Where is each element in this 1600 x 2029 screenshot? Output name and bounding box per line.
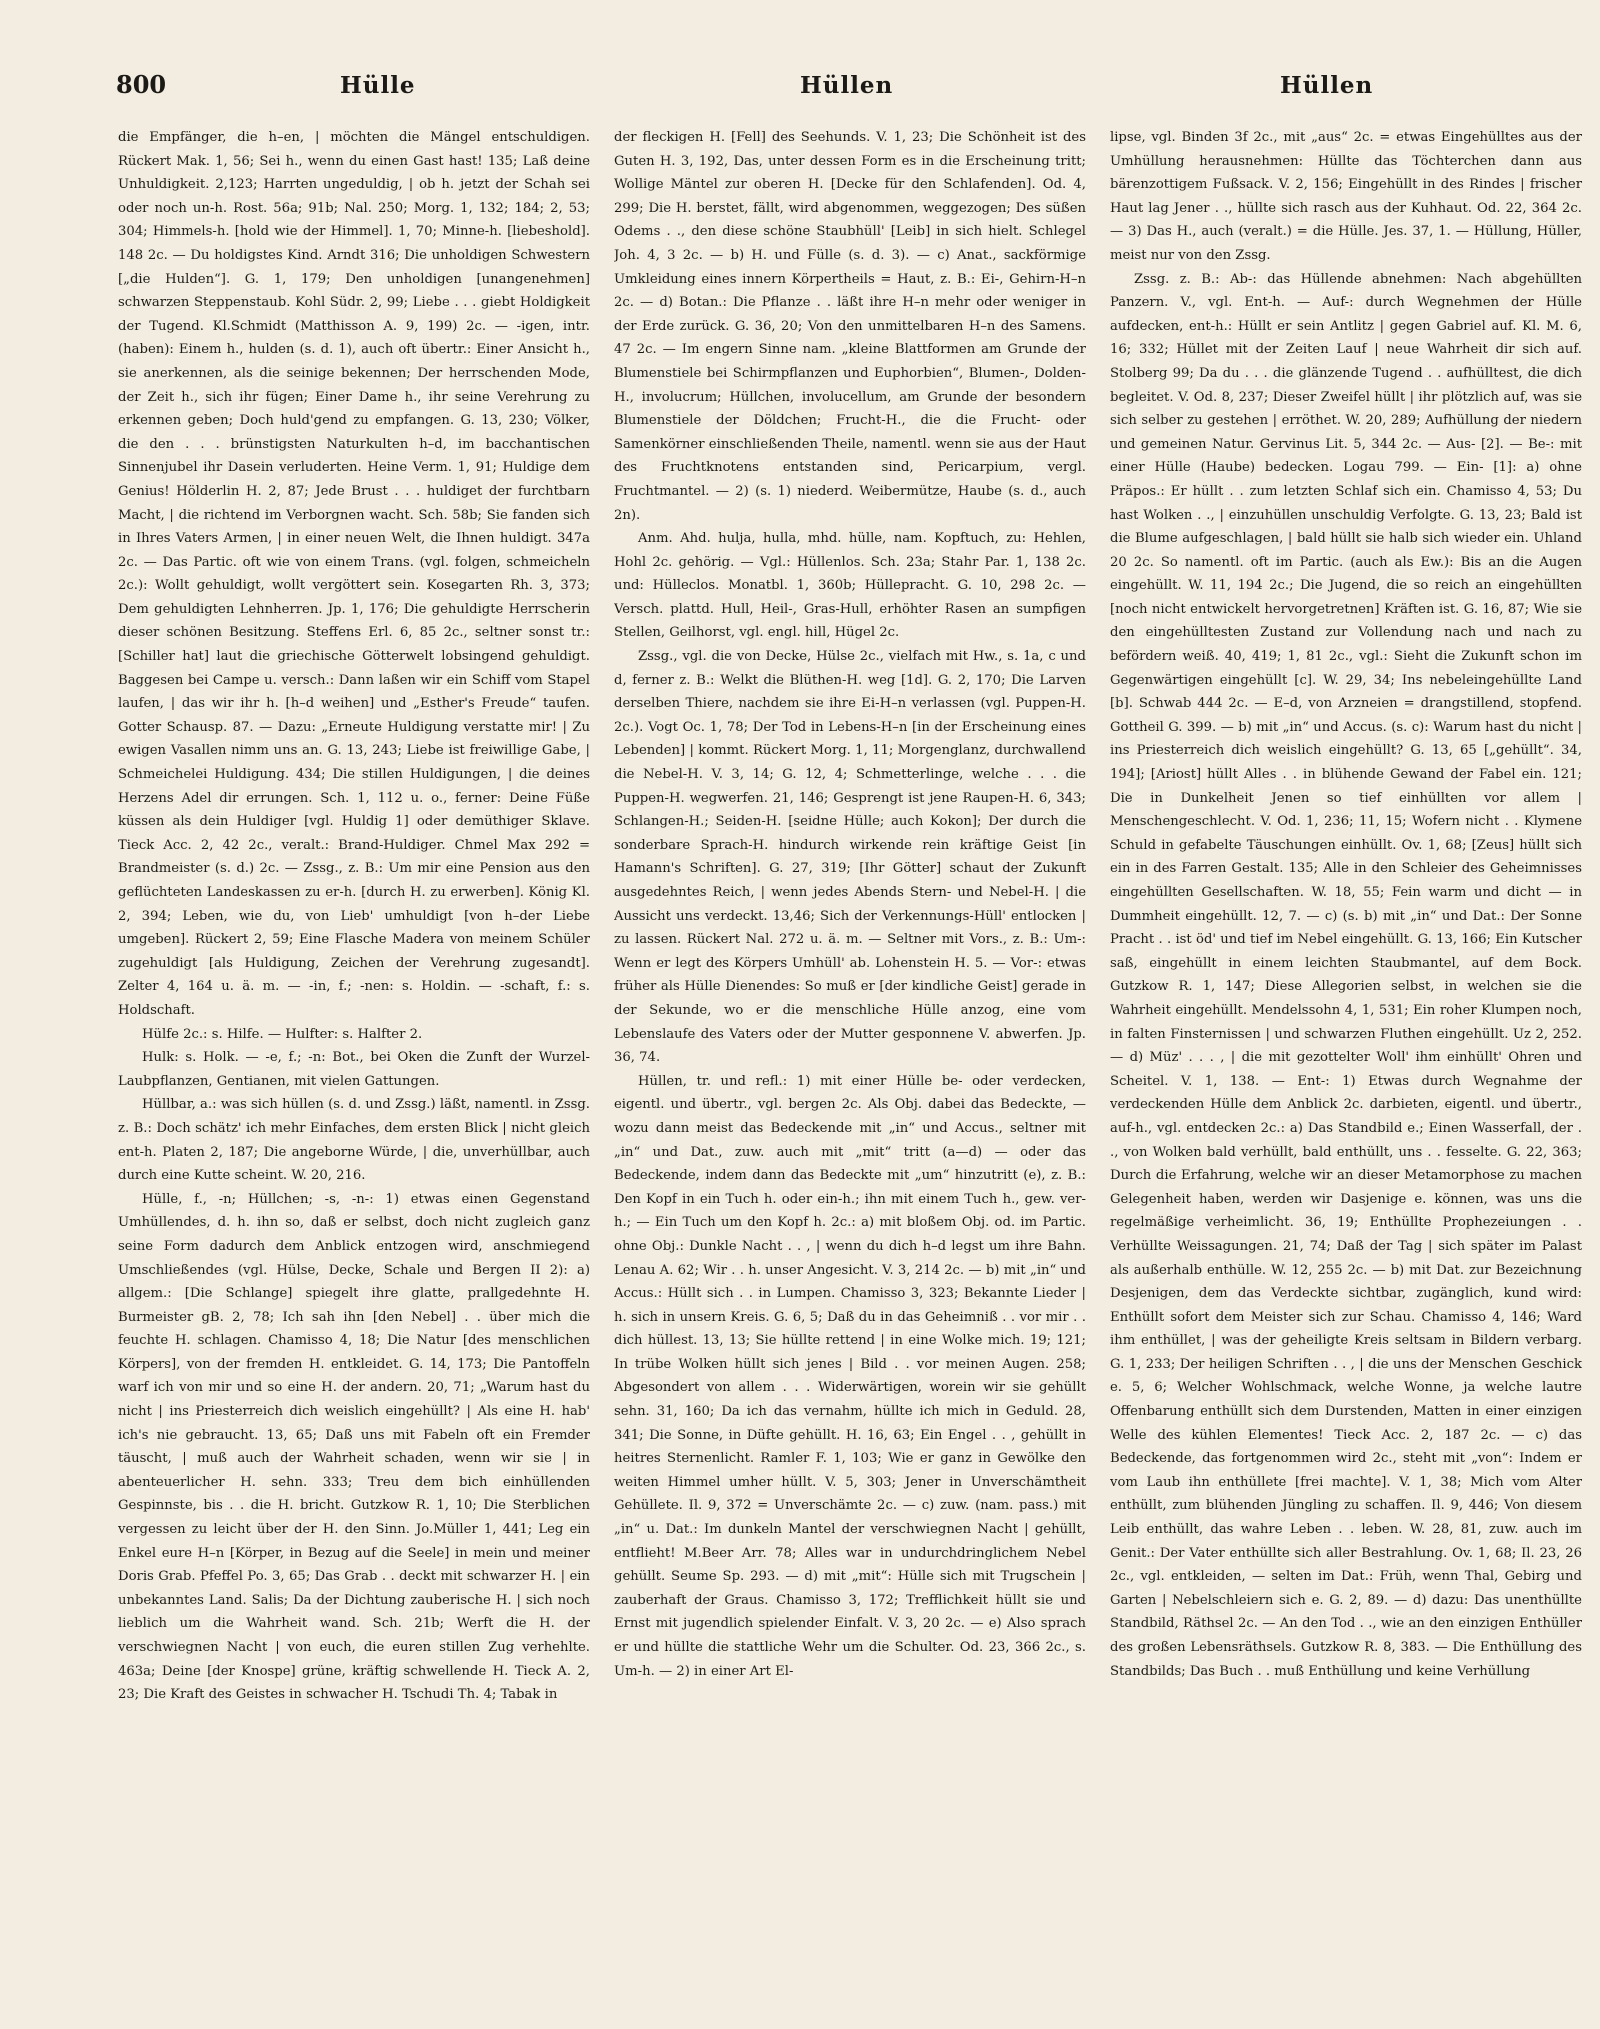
column-3	[1110, 126, 1582, 2006]
entry-paragraph: Hülle, f., -n; Hüllchen; -s, -n-: 1) etwas einen Gegenstand Umhüllendes, d. h. ihn so, daß er selbst, doch nicht zugleich ganz seine Form dadurch dem Anblick entzogen wird, anschmiegend Umschließendes (vgl. Hülse, Decke, Schale und Bergen II 2): a) allgem.: [Die Schlange] spiegelt ihre glatte, prallgedehnte H. Burmeister gB. 2, 78; Ich sah ihn [den Nebel] . . über mich die feuchte H. schlagen. Chamisso 4, 18; Die Natur [des menschlichen Körpers], von der fremden H. entkleidet. G. 14, 173; Die Pantoffeln warf ich von mir und so eine H. der andern. 20, 71; „Warum hast du nicht | ins Priesterreich dich weislich eingehüllt? | Als eine H. hab' ich's nie gebraucht. 13, 65; Daß uns mit Fabeln oft ein Fremder täuscht, | muß auch der Wahrheit schaden, wenn wir sie | in abenteuerlicher H. sehn. 333; Treu dem bich einhüllenden Gespinnste, bis . . die H. bricht. Gutzkow R. 1, 10; Die Sterblichen vergessen zu leicht über der H. den Sinn. Jo.Müller 1, 441; Leg ein Enkel eure H–n [Körper, in Bezug auf die Seele] in mein und meiner Doris Grab. Pfeffel Po. 3, 65; Das Grab . . deckt mit schwarzer H. | ein unbekanntes Land. Salis; Da der Dichtung zauberische H. | sich noch lieblich um die Wahrheit wand. Sch. 21b; Werft die H. der verschwiegnen Nacht | von euch, die euren stillen Zug verhehlte. 463a; Deine [der Knospe] grüne, kräftig schwellende H. Tieck A. 2, 23; Die Kraft des Geistes in schwacher H. Tschudi Th. 4; Tabak in	[118, 1191, 590, 1703]
header-center-keyword: Hüllen	[800, 72, 894, 99]
entry-paragraph: Hülfe 2c.: s. Hilfe. — Hulfter: s. Halfter 2.	[142, 1026, 423, 1042]
entry-paragraph: Zssg. z. B.: Ab-: das Hüllende abnehmen: Nach abgehüllten Panzern. V., vgl. Ent-h. — Auf-: durch Wegnehmen der Hülle aufdecken, ent-h.: Hüllt er sein Antlitz | gegen Gabriel auf. Kl. M. 6, 16; 332; Hüllet mit der Zeiten Lauf | neue Wahrheit dir sich auf. Stolberg 99; Da du . . . die glänzende Tugend . . aufhülltest, die dich begleitet. V. Od. 8, 237; Dieser Zweifel hüllt | ihr plötzlich auf, was sie sich selber zu gestehen | erröthet. W. 20, 289; Aufhüllung der niedern und gemeinen Natur. Gervinus Lit. 5, 344 2c. — Aus- [2]. — Be-: mit einer Hülle (Haube) bedecken. Logau 799. — Ein- [1]: a) ohne Präpos.: Er hüllt . . zum letzten Schlaf sich ein. Chamisso 4, 53; Du hast Wolken . ., | einzuhüllen unschuldig Verfolgte. G. 13, 23; Bald ist die Blume aufgeschlagen, | bald hüllt sie halb sich wieder ein. Uhland 20 2c. So namentl. oft im Partic. (auch als Ew.): Bis an die Augen eingehüllt. W. 11, 194 2c.; Die Jugend, die so reich an eingehüllten [noch nicht entwickelt hervorgetretnen] Kräften ist. G. 16, 87; Wie sie den eingehülltesten Zustand zur Vollendung nach und nach zu befördern weiß. 40, 419; 1, 81 2c., vgl.: Sieht die Zukunft schon im Gegenwärtigen eingehüllt [c]. W. 29, 34; Ins nebeleingehüllte Land [b]. Schwab 444 2c. — E–d, von Arzneien = drangstillend, stopfend. Gottheil G. 399. — b) mit „in“ und Accus. (s. c): Warum hast du nicht | ins Priesterreich dich weislich eingehüllt? G. 13, 65 [„gehüllt“. 34, 194]; [Ariost] hüllt Alles . . in blühende Gewand der Fabel ein. 121; Die in Dunkelheit Jenen so tief einhüllten vor allem | Menschengeschlecht. V. Od. 1, 236; 11, 15; Wofern nicht . . Klymene Schuld in gefabelte Täuschungen einhüllt. Ov. 1, 68; [Zeus] hüllt sich ein in des Farren Gestalt. 135; Alle in den Schleier des Geheimnisses eingehüllten Gesellschaften. W. 18, 55; Fein warm und dicht — in Dummheit eingehüllt. 12, 7. — c) (s. b) mit „in“ und Dat.: Der Sonne Pracht . . ist öd' und tief im Nebel eingehüllt. G. 13, 166; Ein Kutscher saß, eingehüllt in einem leichten Staubmantel, auf dem Bock. Gutzkow R. 1, 147; Diese Allegorien selbst, in welchen sie die Wahrheit eingehüllt. Mendelssohn 4, 1, 531; Ein roher Klumpen noch, in falten Finsternissen | und schwarzen Fluthen eingehüllt. Uz 2, 252. — d) Müz' . . . , | die mit gezottelter Woll' ihm einhüllt' Ohren und Scheitel. V. 1, 138. — Ent-: 1) Etwas durch Wegnahme der verdeckenden Hülle dem Anblick 2c. darbieten, eigentl. und übertr., auf-h., vgl. entdecken 2c.: a) Das Standbild e.; Einen Wasserfall, der . ., von Wolken bald verhüllt, bald enthüllt, uns . . fesselte. G. 22, 363; Durch die Erfahrung, welche wir an dieser Metamorphose zu machen Gelegenheit haben, werden wir Dasjenige e. können, was uns die regelmäßige verheimlicht. 36, 19; Enthüllte Prophezeiungen . . Verhüllte Weissagungen. 21, 74; Daß der Tag | sich später im Palast als außerhalb enthülle. W. 12, 255 2c. — b) mit Dat. zur Bezeichnung Desjenigen, dem das Verdeckte sichtbar, zugänglich, kund wird: Enthüllt sofort dem Meister sich zur Schau. Chamisso 4, 146; Ward ihm enthüllet, | was der geheiligte Kreis seltsam in Bildern verbarg. G. 1, 233; Der heiligen Schriften . . , | die uns der Menschen Geschick e. 5, 6; Welcher Wohlschmack, welche Wonne, ja welche lautre Offenbarung enthüllt sich dem Durstenden, Matten in einer einzigen Welle des kühlen Elementes! Tieck Acc. 2, 187 2c. — c) das Bedeckende, das fortgenommen wird 2c., steht mit „von“: Indem er vom Laub ihn enthüllete [frei machte]. V. 1, 38; Mich vom Alter enthüllt, zum blühenden Jüngling zu schaffen. Il. 9, 446; Von diesem Leib enthüllt, das wahre Leben . . leben. W. 28, 81, zuw. auch im Genit.: Der Vater enthüllte sich aller Bestrahlung. Ov. 1, 68; Il. 23, 26 2c., vgl. entkleiden, — selten im Dat.: Früh, wenn Thal, Gebirg und Garten | Nebelschleiern sich e. G. 2, 89. — d) dazu: Das unenthüllte Standbild, Räthsel 2c. — An den Tod . ., wie an den einzigen Enthüller des großen Lebensräthsels. Gutzkow R. 8, 383. — Die Enthüllung des Standbilds; Das Buch . . muß Enthüllung und keine Verhüllung	[1110, 271, 1582, 1679]
page-number: 800	[116, 70, 167, 99]
entry-paragraph: lipse, vgl. Binden 3f 2c., mit „aus“ 2c. = etwas Eingehülltes aus der Umhüllung herausnehmen: Hüllte das Töchterchen dann aus bärenzottigem Fußsack. V. 2, 156; Eingehüllt in des Rindes | frischer Haut lag Jener . ., hüllte sich rasch aus der Kuhhaut. Od. 22, 364 2c. — 3) Das H., auch (veralt.) = die Hülle. Jes. 37, 1. — Hüllung, Hüller, meist nur von den Zssg.	[1110, 130, 1582, 263]
entry-paragraph: die Empfänger, die h–en, | möchten die Mängel entschuldigen. Rückert Mak. 1, 56; Sei h., wenn du einen Gast hast! 135; Laß deine Unhuldigkeit. 2,123; Harrten ungeduldig, | ob h. jetzt der Schah sei oder noch un-h. Rost. 56a; 91b; Nal. 250; Morg. 1, 132; 184; 2, 53; 304; Himmels-h. [hold wie der Himmel]. 1, 70; Minne-h. [liebeshold]. 148 2c. — Du holdigstes Kind. Arndt 316; Die unholdigen Schwestern [„die Hulden“]. G. 1, 179; Den unholdigen [unangenehmen] schwarzen Steppenstaub. Kohl Südr. 2, 99; Liebe . . . giebt Holdigkeit der Tugend. Kl.Schmidt (Matthisson A. 9, 199) 2c. — -igen, intr.(haben): Einem h., hulden (s. d. 1), auch oft übertr.: Einer Ansicht h., sie anerkennen, als die seinige bekennen; Der herrschenden Mode, der Zeit h., sich ihr fügen; Einer Dame h., ihr seine Verehrung zu erkennen geben; Doch huld'gend zu empfangen. G. 13, 230; Völker, die den . . . brünstigsten Naturkulten h–d, im bacchantischen Sinnenjubel ihr Dasein verluderten. Heine Verm. 1, 91; Huldige dem Genius! Hölderlin H. 2, 87; Jede Brust . . . huldiget der furchtbarn Macht, | die richtend im Verborgnen wacht. Sch. 58b; Sie fanden sich in Ihres Vaters Armen, | in einer neuen Welt, die Ihnen huldigt. 347a 2c. — Das Partic. oft wie von einem Trans. (vgl. folgen, schmeicheln 2c.): Wollt gehuldigt, wollt vergöttert sein. Kosegarten Rh. 3, 373; Dem gehuldigten Lehnherren. Jp. 1, 176; Die gehuldigte Herrscherin dieser schönen Besitzung. Steffens Erl. 6, 85 2c., seltner sonst tr.: [Schiller hat] laut die griechische Götterwelt lobsingend gehuldigt. Baggesen bei Campe u. versch.: Dann laßen wir ein Schiff vom Stapel laufen, | das wir ihr h. [h–d weihen] und „Esther's Freude“ taufen. Gotter Schausp. 87. — Dazu: „Erneute Huldigung verstatte mir! | Zu ewigen Vasallen nimm uns an. G. 13, 243; Liebe ist freiwillige Gabe, | Schmeichelei Huldigung. 434; Die stillen Huldigungen, | die deines Herzens Adel dir errungen. Sch. 1, 112 u. o., ferner: Deine Füße küssen als dein Huldiger [vgl. Huldig 1] oder demüthiger Sklave. Tieck Acc. 2, 42 2c., veralt.: Brand-Huldiger. Chmel Max 292 = Brandmeister (s. d.) 2c. — Zssg., z. B.: Um mir eine Pension aus den geflüchteten Landeskassen zu er-h. [durch H. zu erwerben]. König Kl. 2, 394; Leben, wie du, von Lieb' umhuldigt [von h–der Liebe umgeben]. Rückert 2, 59; Eine Flasche Madera von meinem Schüler zugehuldigt [als Huldigung, Zeichen der Verehrung zugesandt]. Zelter 4, 164 u. ä. m. — -in, f.; -nen: s. Holdin. — -schaft, f.: s. Holdschaft.	[118, 130, 590, 1018]
entry-paragraph: Hüllbar, a.: was sich hüllen (s. d. und Zssg.) läßt, namentl. in Zssg. z. B.: Doch schätz' ich mehr Einfaches, dem ersten Blick | nicht gleich ent-h. Platen 2, 187; Die angeborne Würde, | die, unverhüllbar, auch durch eine Kutte scheint. W. 20, 216.	[118, 1097, 590, 1184]
entry-paragraph: Zssg., vgl. die von Decke, Hülse 2c., vielfach mit Hw., s. 1a, c und d, ferner z. B.: Welkt die Blüthen-H. weg [1d]. G. 2, 170; Die Larven derselben Thiere, nachdem sie ihre Ei-H–n verlassen (vgl. Puppen-H. 2c.). Vogt Oc. 1, 78; Der Tod in Lebens-H–n [in der Erscheinung eines Lebenden] | kommt. Rückert Morg. 1, 11; Morgenglanz, durchwallend die Nebel-H. V. 3, 14; G. 12, 4; Schmetterlinge, welche . . . die Puppen-H. wegwerfen. 21, 146; Gesprengt ist jene Raupen-H. 6, 343; Schlangen-H.; Seiden-H. [seidne Hülle; auch Kokon]; Der durch die sonderbare Sprach-H. hindurch wirkende rein kräftige Geist [in Hamann's Schriften]. G. 27, 319; [Ihr Götter] schaut der Zukunft ausgedehntes Reich, | wenn jedes Abends Stern- und Nebel-H. | die Aussicht uns verdeckt. 13,46; Sich der Verkennungs-Hüll' entlocken | zu lassen. Rückert Nal. 272 u. ä. m. — Seltner mit Vors., z. B.: Um-: Wenn er legt des Körpers Umhüll' ab. Lohenstein H. 5. — Vor-: etwas früher als Hülle Dienendes: So muß er [der kindliche Geist] gerade in der Sekunde, wo er die menschliche Hülle anzog, eine vom Lebenslaufe des Vaters oder der Mutter gesponnene V. abwerfen. Jp. 36, 74.	[614, 649, 1086, 1066]
column-2	[614, 126, 1086, 2006]
running-header	[110, 70, 1490, 110]
header-right-keyword: Hüllen	[1280, 72, 1374, 99]
entry-paragraph: Anm. Ahd. hulja, hulla, mhd. hülle, nam. Kopftuch, zu: Hehlen, Hohl 2c. gehörig. — Vgl.: Hüllenlos. Sch. 23a; Stahr Par. 1, 138 2c. und: Hülleclos. Monatbl. 1, 360b; Hüllepracht. G. 10, 298 2c. — Versch. plattd. Hull, Heil-, Gras-Hull, erhöhter Rasen an sumpfigen Stellen, Geilhorst, vgl. engl. hill, Hügel 2c.	[614, 531, 1086, 641]
entry-paragraph: Hulk: s. Holk. — -e, f.; -n: Bot., bei Oken die Zunft der Wurzel-Laubpflanzen, Gentianen, mit vielen Gattungen.	[118, 1050, 590, 1089]
column-1	[118, 126, 590, 2006]
entry-paragraph: der fleckigen H. [Fell] des Seehunds. V. 1, 23; Die Schönheit ist des Guten H. 3, 192, Das, unter dessen Form es in die Erscheinung tritt; Wollige Mäntel zur oberen H. [Decke für den Schlafenden]. Od. 4, 299; Die H. berstet, fällt, wird abgenommen, weggezogen; Des süßen Odems . ., den diese schöne Staubhüll' [Leib] in sich hielt. Schlegel Joh. 4, 3 2c. — b) H. und Fülle (s. d. 3). — c) Anat., sackförmige Umkleidung eines innern Körpertheils = Haut, z. B.: Ei-, Gehirn-H–n 2c. — d) Botan.: Die Pflanze . . läßt ihre H–n mehr oder weniger in der Erde zurück. G. 36, 20; Von den unmittelbaren H–n des Samens. 47 2c. — Im engern Sinne nam. „kleine Blattformen am Grunde der Blumenstiele bei Schirmpflanzen und Euphorbien“, Blumen-, Dolden-H., involucrum; Hüllchen, involucellum, am Grunde der besondern Blumenstiele der Döldchen; Frucht-H., die die Frucht- oder Samenkörner einschließenden Theile, namentl. wenn sie aus der Haut des Fruchtknotens entstanden sind, Pericarpium, vergl. Fruchtmantel. — 2) (s. 1) niederd. Weibermütze, Haube (s. d., auch 2n).	[614, 130, 1086, 523]
header-left-keyword: Hülle	[340, 72, 416, 99]
text-columns	[118, 126, 1582, 2006]
entry-paragraph: Hüllen, tr. und refl.: 1) mit einer Hülle be- oder verdecken, eigentl. und übertr., vgl. bergen 2c. Als Obj. dabei das Bedeckte, — wozu dann meist das Bedeckende mit „in“ und Accus., seltner mit „in“ und Dat., zuw. auch mit „mit“ tritt (a—d) — oder das Bedeckende, indem dann das Bedeckte mit „um“ hinzutritt (e), z. B.: Den Kopf in ein Tuch h. oder ein-h.; ihn mit einem Tuch h., gew. ver-h.; — Ein Tuch um den Kopf h. 2c.: a) mit bloßem Obj. od. im Partic. ohne Obj.: Dunkle Nacht . . , | wenn du dich h–d legst um ihre Bahn. Lenau A. 62; Wir . . h. unser Angesicht. V. 3, 214 2c. — b) mit „in“ und Accus.: Hüllt sich . . in Lumpen. Chamisso 3, 323; Bekannte Lieder | h. sich in unsern Kreis. G. 6, 5; Daß du in das Geheimniß . . vor mir . . dich hüllest. 13, 13; Sie hüllte rettend | in eine Wolke mich. 19; 121; In trübe Wolken hüllt sich jenes | Bild . . vor meinen Augen. 258; Abgesondert von allem . . . Widerwärtigen, worein wir sie gehüllt sehn. 31, 160; Da ich das vernahm, hüllte ich mich in Geduld. 28, 341; Die Sonne, in Düfte gehüllt. H. 16, 63; Ein Engel . . , gehüllt in heitres Sternenlicht. Ramler F. 1, 103; Wie er ganz in Gewölke den weiten Himmel umher hüllt. V. 5, 303; Jener in Unverschämtheit Gehüllete. Il. 9, 372 = Unverschämte 2c. — c) zuw. (nam. pass.) mit „in“ u. Dat.: Im dunkeln Mantel der verschwiegnen Nacht | gehüllt, entflieht! M.Beer Arr. 78; Alles war in undurchdringlichem Nebel gehüllt. Seume Sp. 293. — d) mit „mit“: Hülle sich mit Trugschein | zauberhaft der Graus. Chamisso 3, 172; Trefflichkeit hüllt sie und Ernst mit jugendlich spielender Einfalt. V. 3, 20 2c. — e) Also sprach er und hüllte die stattliche Wehr um die Schulter. Od. 23, 366 2c., s. Um-h. — 2) in einer Art El-	[614, 1073, 1086, 1679]
